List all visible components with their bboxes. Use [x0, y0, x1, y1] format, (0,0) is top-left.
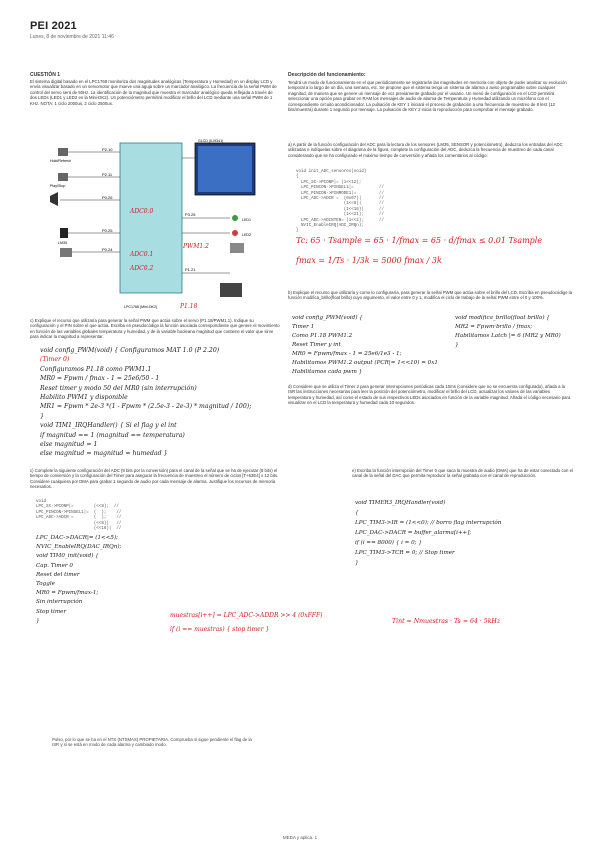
label-p0-26: P0.26: [102, 195, 113, 200]
hand-line: Reset timer y modo 50 del MR0 (sin interrupción): [40, 384, 197, 392]
hand-line: MR2 = Fpwm·brillo / fmax;: [455, 324, 533, 330]
hand-line: LPC_DAC->DACR|= (1<<5);: [36, 535, 119, 541]
label-p1-sub: Hold/Refresh: [50, 159, 71, 163]
hand-line: if (i == 8000) { i = 0; }: [355, 540, 422, 546]
hand-line: Configuramos P1.18 como PWM1.1: [40, 365, 152, 373]
label-led2: LED2: [242, 233, 251, 237]
hand-line: MR0 = Fpwm/fmax - 1 = 25e6/1e3 - 1;: [292, 351, 402, 357]
potentiometer-icon: [230, 243, 244, 253]
code-block-c2: void LPC_SC->PCONP|= (<<8); // LPC_PINCON->PINSEL1|= ( ); // LPC_ADC->ADCR = ( ); // (<<8)| // (<<16)| //: [36, 500, 122, 532]
hand-line: MR1 = Fpwm * 2e-3 *(1 - Fpwm * (2.5e-3 - 2e-3) * magnitud / 100);: [40, 403, 252, 411]
hand-line: if magnitud == 1 (magnitud == temperatura): [40, 431, 185, 439]
hand-line: LPC_DAC->DACR = buffer_alarma[i++];: [355, 530, 472, 536]
question-c2-text: c) Complete la siguiente configuración del ADC (9 bits por la conversión) para el canal de la señal que se ha de ejecutar (8 bits) el tiempo de conversión y la configuración del Timer para asegurar la frecuencia de muestreo el número de ciclos [T+63E4] x 12 bits. Considere cualquiera por DMA para grabar 1 segundo de audio por cada mensaje de alarma. Justifique los recursos de memoria necesarios.: [30, 468, 279, 490]
hand-muestras: muestras[i++] = LPC_ADC->ADDR >> 4 (0xFFF): [170, 612, 323, 619]
hand-adc2: ADC0.2: [130, 265, 154, 272]
hand-formula-fs: fmax = 1/Ts · 1/3k = 5000 fmax / 3k: [296, 256, 442, 265]
hand-line: }: [40, 412, 44, 420]
question-b-text: b) Explique el recurso que utilizaría y como lo configuraría, para generar la señal PWM que actúa sobre el brillo del LCD. Escriba en pseudocódigo la función modifica_brillo(float brillo) cuyo argumento, el valor entre 0 y 1, modifica el ciclo de trabajo de la señal PWM entre el 0 y 100%.: [288, 290, 572, 301]
hand-line: Habilitamos PWM1.2 output (PCR|= 1<<10) = 0x1: [292, 360, 438, 366]
led1-icon: [232, 215, 238, 221]
description-body: Tendrá un modo de funcionamiento en el que periódicamente se registrarán las magnitudes en memoria con objeto de poder analizar su evolución temporal a lo largo de un día, una semana, etc. Se propone que el sistema tenga un sistema de alarma o aviso programable sobre cualquier magnitud, de manera que se genere un mensaje de voz previamente grabado por el usuario. Un menú de configuración en el LCD permitirá seleccionar una opción para grabar en RAM los mensajes de audio de alarma de Temperatura y Humedad utilizando un micrófono con el correspondiente circuito acondicionador. La pulsación de KEY 1 iniciará el proceso de grabación a una frecuencia de muestreo de 8 kHz (12 bits/muestra) durante 1 segundo por mensaje. La pulsación de KEY 2 inicia la reproducción para comprobar el mensaje grabado.: [288, 80, 567, 113]
label-led1: LED1: [242, 218, 251, 222]
hand-line: {: [355, 510, 359, 516]
hand-tint: Tint = Nmuestras · Ts = 64 · 5kHz: [392, 618, 501, 625]
hand-line: Reset Timer y int: [292, 342, 341, 348]
hand-line: Stop timer: [36, 608, 67, 615]
lcd-screen: [198, 146, 252, 192]
question-heading: CUESTIÓN 1: [30, 72, 61, 78]
code-block-a: void init_ADC_sensores(void) { LPC_SC->PCONP|= (1<<12); LPC_PINCON->PINSEL1|= // LPC_PINCON->PINMODE1|= // LPC_ADC->ADCR = (0x07)| // (1<<8)| // (1<<16)| // (1<<21); // LPC_ADC->ADINTEN= (1<<2); // NVIC_EnableIRQ(ADC_IRQn); }: [296, 170, 384, 234]
lm35-sensor: [60, 228, 68, 238]
hand-line: Reset del timer: [36, 571, 80, 578]
hand-counter: if (i == muestras) { stop timer }: [170, 626, 270, 633]
hand-formula-tc: Tc: 65 · Tsample = 65 · 1/fmax = 65 · d/fmax ≤ 0.01 Tsample: [296, 236, 543, 245]
label-lm35: LM35: [58, 241, 67, 245]
page-title: PEI 2021: [30, 20, 77, 32]
hand-line: Como P1.18 PWM1.2: [292, 333, 353, 339]
hand-line: LPC_TIM3->TCR = 0; // Stop timer: [355, 550, 455, 556]
humidity-sensor: [60, 248, 72, 257]
hand-line: (Timer 0): [40, 356, 70, 364]
hand-line: Habilito PWM1 y disponible: [40, 394, 128, 402]
hand-line: void config_PWM(void) { Configuramos MAT 1.0 (P 2.20): [40, 347, 220, 354]
hand-line: Toggle: [36, 581, 55, 588]
label-lcd: GLCD (ILI9341): [198, 139, 224, 143]
label-p2-10: P2.10: [102, 147, 113, 152]
hand-line: Habilitamos Latch |= 6 (MR2 y MR0): [455, 333, 561, 339]
circuit-svg: [30, 138, 280, 313]
page-footer: MEDA y aplica. 1: [282, 835, 318, 840]
hand-line: Timer 1: [292, 324, 315, 330]
servo-icon: [220, 283, 242, 297]
question-a-text: a) A partir de la función configuración del ADC para la lectura de los sensores (LM35, SENSOR y potenciómetro), deduzca los entradas del ADC utilizadas e indíquelas sobre el diagrama de la figura, complete la configuración del ADC, deduzca la frecuencia de muestreo de cada canal considerando que se ha configurado el máximo tiempo de conversión y añada los comentarios al código:: [288, 142, 563, 158]
hand-line: }: [36, 617, 40, 624]
hand-line: Cap. Timer 0: [36, 562, 73, 569]
hand-line: void config_PWM(void) {: [292, 315, 363, 321]
handwritten-answer-b-left: [292, 314, 452, 377]
label-p3-25: P3.25: [185, 212, 196, 217]
handwritten-answer-b-right: [455, 314, 580, 350]
hand-line: void TIM0_init(void) {: [36, 553, 99, 560]
hand-line: else magnitud = magnitud = humedad }: [40, 450, 168, 458]
hand-line: MR0 = Fpwm/fmax-1;: [36, 590, 99, 597]
hand-line: Habilitamos cada pwm }: [292, 369, 363, 375]
speaker-icon: [50, 192, 58, 206]
hand-line: void modifica_brillo(float brillo) {: [455, 315, 550, 321]
label-p2-11: P2.11: [102, 172, 113, 177]
page-timestamp: Lunes, 8 de noviembre de 2021 11:46: [30, 34, 114, 40]
hand-line: LPC_TIM3->IR = (1<<0); // borro flag interrupción: [355, 520, 502, 526]
label-lpc: LPC1768 (Mini-DK2): [124, 305, 158, 309]
question-d-text: d) Considere que se utiliza el Timer 2 para generar interrupciones periódicas cada 10ms (considere que no se encuentra configurado), añada a la ISR las instrucciones necesarias para leer la posición del potenciómetro, modificar el brillo del LCD, actualizar los valores de las variables temperatura y humedad, así como el estado de sus respectivos LEDs asociados en función de la variable magnitud. Añada el código necesario para visualizar en el LCD la temperatura y humedad cada 10 segundos.: [288, 384, 571, 406]
hand-p118: P1.18: [180, 303, 198, 310]
label-p1-21: P1.21: [185, 267, 196, 272]
hand-line: else magnitud = 1: [40, 441, 98, 449]
footer-note: Pulso, por lo que se ha en el NTS (NTSMAS) PROPIETARIA. Comprueba si sigue pendiente el flag de la ISR y si se está en modo de cada alarma y cambiado modo.: [52, 737, 252, 748]
hand-line: void TIM1_IRQHandler() { Si el flag y el int: [40, 422, 177, 430]
question-c-text: c) Explique el recurso que utilizaría para generar la señal PWM que actúa sobre el servo (P1.18/PWM1.1). Indique su configuración y el PIN sobre el que actúa. Escriba en pseudocódigo la función asociada correspondiente que genere el movimiento en función de las variables globales temperatura y humedad, y de la variable booleana magnitud que contiene el valor que sirve para indicar la magnitud a representar.: [30, 318, 280, 340]
hand-adc0: ADC0.0: [130, 208, 154, 215]
led2-icon: [232, 230, 238, 236]
hand-line: }: [455, 342, 459, 348]
hand-line: NVIC_EnableIRQ(DAC_IRQn);: [36, 544, 122, 551]
hand-line: MR0 = Fpwm / fmax - 1 = 25e6/50 - 1: [40, 375, 160, 383]
question-e-text: e) Escriba la función interrupción del Timer 0 que saca la muestra de audio (DMA) que ha de estar conectado con el canal de la señal del DAC que permita reproducir la señal grabada con el canal de reproducción.: [352, 468, 573, 479]
hand-line: Sin interrupción: [36, 599, 83, 606]
hand-adc1: ADC0.1: [130, 251, 154, 258]
hand-line: void TIMER3_IRQHandler(void): [355, 500, 446, 506]
description-heading: Descripción del funcionamiento:: [288, 72, 366, 78]
circuit-diagram: [30, 138, 280, 313]
label-p0-25: P0.25: [102, 228, 113, 233]
hand-pwm: PWM1.2: [183, 243, 209, 250]
label-p2-sub: Play/Stop: [50, 184, 66, 188]
button-p1: [58, 148, 68, 156]
hand-line: }: [355, 560, 359, 566]
label-p0-24: P0.24: [102, 247, 113, 252]
question-intro: El sistema digital basado en el LPC1768 monitoriza dos magnitudes analógicas (Temperatura y Humedad) en un display LCD y envía visualizar basado en un servomotor que mueve una aguja sobre un marcador analógico. La frecuencia de la señal PWM de control del servo será de 50Hz. La identificación de la magnitud que muestra el marcador analógico queda reflejada a través de dos LEDs (LED1 y LED2 en la Mini-DK2). Un potenciómetro permitirá modificar el brillo del LCD mediante una señal PWM de 1 KHz. NOTA: 1 ciclo 2000us, 2 ciclo 2500us.: [30, 79, 277, 106]
button-p2: [58, 173, 68, 181]
handwritten-answer-e: [355, 498, 580, 568]
handwritten-answer-c: [40, 346, 280, 459]
